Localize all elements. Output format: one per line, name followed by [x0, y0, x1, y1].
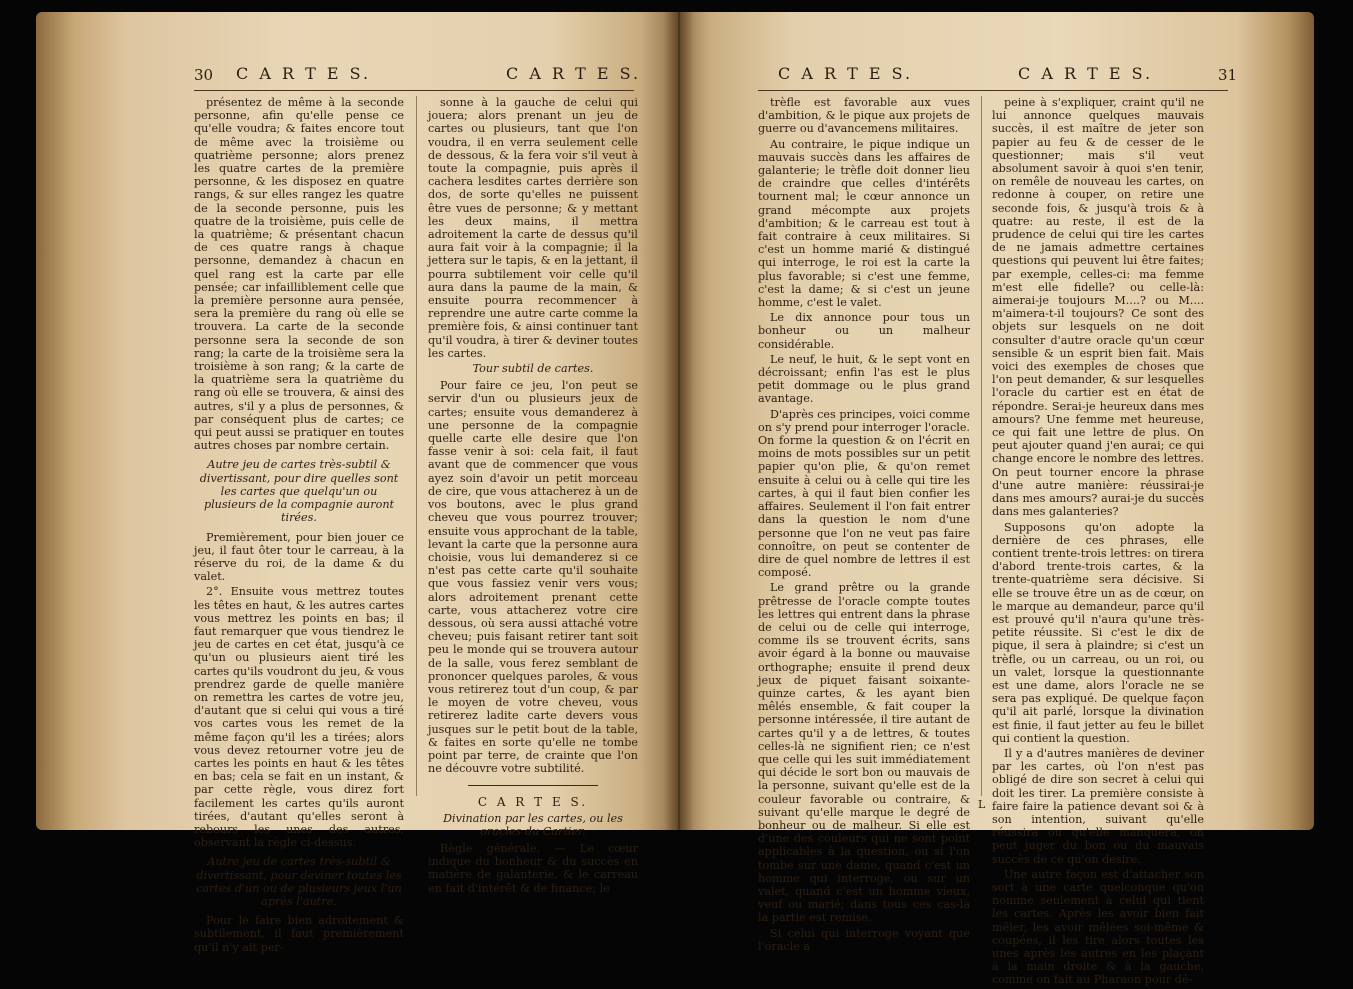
paragraph: Une autre façon est d'attacher son sort à une carte quelconque qu'on nomme seulement à celui qui tient les cartes. Après les avoir bien fait mêler, les avoir mêlées soi-même & coupées, il les tire alors toutes les unes après les autres en les plaçant à la main droite & à la gauche, comme on fait au Pharaon pour dé-: [992, 867, 1204, 987]
running-head-left-col2: C A R T E S.: [506, 64, 642, 83]
paragraph: Il y a d'autres manières de deviner par les cartes, où l'on n'est pas obligé de dire son secret à celui qui doit les tirer. La première consiste à faire faire la patience devant soi & à son intention, suivant qu'elle réussira ou qu'elle manquera, on peut juger du bon ou du mauvais succès de ce qu'on desire.: [992, 746, 1204, 866]
running-head-right-col2: C A R T E S.: [1018, 64, 1154, 83]
left-page: [36, 12, 678, 954]
paragraph: Le dix annonce pour tous un bonheur ou un malheur considérable.: [758, 311, 970, 351]
paragraph: présentez de même à la seconde personne, afin qu'elle pense ce qu'elle voudra; & faites encore tout de même avec la troisième ou quatrième personne; alors prenez les quatre cartes de la première personne, & les disposez en quatre rangs, & sur elles rangez les quatre de la seconde personne, puis les quatre de la troisième, puis celle de la quatrième; & présentant chacun de ces quatre rangs à chaque personne, demandez à chacun en quel rang est la carte par elle pensée; car infailliblement celle que la première personne aura pensée, sera la première du rang où elle se trouvera. La carte de la seconde personne sera la seconde de son rang; la carte de la troisième sera la troisième à son rang; & la carte de la quatrième sera la quatrième du rang où elle se trouvera, & ainsi des autres, s'il y a plus de personnes, & par conséquent plus de cartes; ce qui peut aussi se pratiquer en toutes autres choses par nombre certain.: [194, 96, 404, 453]
paragraph: Pour faire ce jeu, l'on peut se servir d'un ou plusieurs jeux de cartes; ensuite vous demanderez à une personne de la compagnie quelle carte elle desire que l'on fasse venir à soi: cela fait, il faut avant que de commencer que vous ayez soin d'avoir un petit morceau de cire, que vous attacherez à un de vos boutons, avec le plus grand cheveu que vous pourrez trouver; ensuite vous approchant de la table, levant la carte que la personne aura choisie, vous lui demanderez si ce n'est pas cette carte qu'il souhaite que vous fassiez venir vers vous; alors adroitement prenant cette carte, vous attacherez votre cire dessous, où sera aussi attaché votre cheveu; puis faisant retirer tant soit peu le monde qui se trouvera autour de la salle, vous ferez semblant de prononcer quelques paroles, & vous vous retirerez tout d'un coup, & par le moyen de votre cheveu, vous retirerez ladite carte devers vous jusques sur le petit bout de la table, & faites en sorte qu'elle ne tombe point par terre, de crainte que l'on ne découvre votre subtilité.: [428, 379, 638, 776]
paragraph: D'après ces principes, voici comme on s'y prend pour interroger l'oracle. On forme la question & on l'écrit en moins de mots possibles sur un petit papier qu'on plie, & qu'on remet ensuite à celui ou à celle qui tire les cartes, à qui il faut bien confier les affaires. Seulement il l'on fait entrer dans la question le nom d'une personne que l'on ne veut pas faire connoître, on peut se contenter de dire de quel nombre de lettres il est composé.: [758, 407, 970, 580]
catchword: L: [978, 798, 986, 811]
page-number-left: 30: [194, 66, 214, 84]
running-head-right-col1: C A R T E S.: [778, 64, 914, 83]
text-column-right-2: [992, 96, 1204, 989]
text-column-left-2: [428, 96, 638, 897]
paragraph: sonne à la gauche de celui qui jouera; alors prenant un jeu de cartes ou plusieurs, tant que l'on voudra, il en verra seulement celle de dessous, & la fera voir s'il veut à toute la compagnie, puis après il cachera lesdites cartes derrière son dos, de sorte qu'elles ne puissent être vues de personne; & y mettant les deux mains, il mettra adroitement la carte de dessus qu'il aura fait voir à la compagnie; il la jettera sur le tapis, & en la jettant, il pourra subtilement voir celle qu'il aura dans la paume de la main, & ensuite pourra recommencer à reprendre une autre carte comme la première fois, & ainsi continuer tant qu'il voudra, à tirer & deviner toutes les cartes.: [428, 96, 638, 360]
paragraph: Règle générale. — Le cœur indique du bonheur & du succès en matière de galanterie, & le carreau en fait d'intérêt & de finance; le: [428, 841, 638, 895]
section-heading: Autre jeu de cartes très-subtil & divertissant, pour dire quelles sont les cartes que quelqu'un ou plusieurs de la compagnie auront tirées.: [199, 458, 399, 525]
header-rule: [758, 90, 1228, 91]
paragraph: Au contraire, le pique indique un mauvais succès dans les affaires de galanterie; le trèfle doit donner lieu de craindre que celles d'intérêts tournent mal; le cœur annonce un grand mécompte aux projets d'ambition; & le carreau est tout à fait contraire à ceux militaires. Si c'est un homme marié & distingué qui interroge, le roi est la carte la plus favorable; si c'est une femme, c'est la dame; & si c'est un jeune homme, c'est le valet.: [758, 137, 970, 310]
running-head-left-col1: C A R T E S.: [236, 64, 372, 83]
right-page: [678, 12, 1314, 987]
section-heading: Divination par les cartes, ou les oracles du Cartier.: [443, 811, 623, 838]
paragraph: Si celui qui interroge voyant que l'oracle a: [758, 926, 970, 953]
section-heading: Autre jeu de cartes très-subtil & divertissant, pour deviner toutes les cartes d'un ou de plusieurs jeux l'un après l'autre.: [196, 855, 402, 908]
section-rule: [468, 785, 598, 786]
paragraph: Le neuf, le huit, & le sept vont en décroissant; enfin l'as est le plus petit dommage ou le plus grand avantage.: [758, 352, 970, 406]
paragraph: Supposons qu'on adopte la dernière de ces phrases, elle contient trente-trois lettres: on tirera d'abord trente-trois cartes, & la trente-quatrième sera décisive. Si elle se trouve être un as de cœur, on le marque au demandeur, parce qu'il est prouvé qu'il n'aura qu'une très-petite réussite. Si c'est le dix de pique, il sera à plaindre; si c'est un trèfle, ou un carreau, ou un roi, ou un valet, lorsque la questionnante est une dame, alors l'oracle ne se sera pas expliqué. De quelque façon qu'il ait parlé, lorsque la divination est finie, il faut jetter au feu le billet qui contient la question.: [992, 520, 1204, 745]
text-column-left-1: [194, 96, 404, 956]
header-rule: [194, 90, 634, 91]
paragraph: 2°. Ensuite vous mettrez toutes les têtes en haut, & les autres cartes vous mettrez les points en bas; il faut remarquer que vous tiendrez le jeu de cartes en cet état, jusqu'à ce qu'un ou plusieurs aient tiré les cartes qu'ils voudront du jeu, & vous prendrez garde de quelle manière on remettra les cartes de votre jeu, d'autant que si celui qui vous a tiré vos cartes vous les remet de la même façon qu'il les a tirées; alors vous devez retourner votre jeu de cartes les points en haut & les têtes en bas; cela se fait en un instant, & par cette règle, vous direz fort facilement les cartes qu'ils auront tirées, d'autant qu'elles seront à rebours les unes des autres, observant la règle ci-dessus.: [194, 585, 404, 850]
book-gutter: [664, 12, 694, 830]
paragraph: peine à s'expliquer, craint qu'il ne lui annonce quelques mauvais succès, il est maître de jeter son papier au feu & de cesser de le questionner; mais s'il veut absolument savoir à quoi s'en tenir, on remêle de nouveau les cartes, on redonne à couper, on retire une seconde fois, & jusqu'à trois & à quatre: au reste, il est de la prudence de celui qui tire les cartes de ne jamais admettre certaines questions qui peuvent lui être faites; par exemple, celles-ci: ma femme m'est elle fidelle? ou celle-là: aimerai-je toujours M....? ou M.... m'aimera-t-il toujours? Ce sont des objets sur lesquels on ne doit consulter d'autre oracle qu'un cœur sensible & un esprit bien fait. Mais voici des exemples de choses que l'on peut demander, & sur lesquelles l'oracle du cartier est en état de répondre. Serai-je heureux dans mes amours? Une femme met heureuse, ce qui fait une lettre de plus. On peut ajouter quand j'en aurai; ce qui change encore le nombre des lettres. On peut tourner encore la phrase d'une autre manière: réussirai-je dans mes amours? aurai-je du succès dans mes galanteries?: [992, 96, 1204, 519]
paragraph: Le grand prêtre ou la grande prêtresse de l'oracle compte toutes les lettres qui entrent dans la phrase de celui ou de celle qui interroge, comme ils se trouvent écrits, sans avoir égard à la bonne ou mauvaise orthographe; ensuite il prend deux jeux de piquet faisant soixante-quinze cartes, & les ayant bien mêlés ensemble, & fait couper la personne intéressée, il tire autant de cartes qu'il y a de lettres, & toutes celles-là ne signifient rien; ce n'est que celle qui les suit immédiatement qui décide le sort bon ou mauvais de la personne, suivant qu'elle est de la couleur favorable ou contraire, & suivant qu'elle marque le degré de bonheur ou de malheur. Si elle est d'une des couleurs qui ne sont point applicables à la question, ou si l'on tombe sur une dame, quand c'est un homme qui interroge, ou sur un valet, quand c'est un homme vieux, veuf ou marié; dans tous ces cas-là la partie est remise.: [758, 581, 970, 925]
chapter-title: C A R T E S.: [477, 795, 589, 810]
section-heading: Tour subtil de cartes.: [472, 362, 594, 376]
paragraph: trèfle est favorable aux vues d'ambition, & le pique aux projets de guerre ou d'avancemens militaires.: [758, 96, 970, 136]
column-divider: [981, 96, 982, 796]
text-column-right-1: [758, 96, 970, 955]
paragraph: Pour le faire bien adroitement & subtilement, il faut premièrement qu'il n'y ait per-: [194, 914, 404, 954]
paragraph: Premièrement, pour bien jouer ce jeu, il faut ôter tour le carreau, à la réserve du roi, de la dame & du valet.: [194, 530, 404, 584]
column-divider: [416, 96, 417, 796]
open-book: [36, 12, 1314, 987]
page-number-right: 31: [1218, 66, 1238, 84]
